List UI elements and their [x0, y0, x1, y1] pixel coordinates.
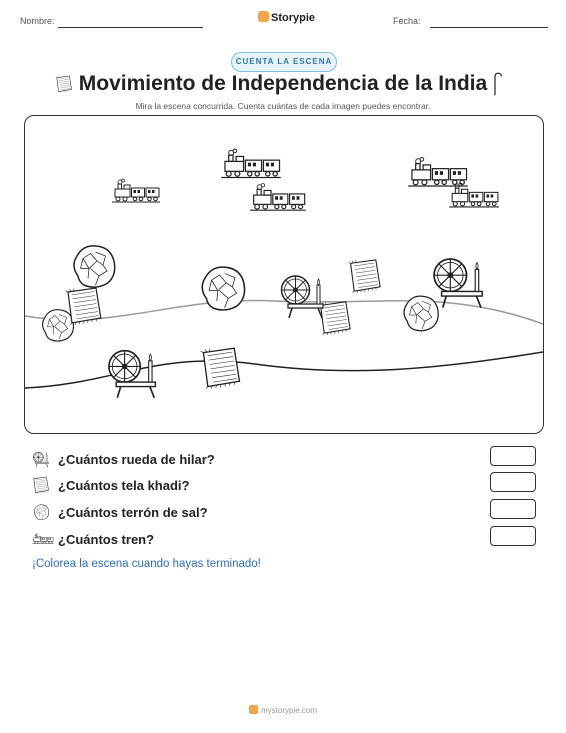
train-icon	[32, 532, 54, 546]
page-subtitle: Mira la escena concurrida. Cuenta cuántas de cada imagen puedes encontrar.	[135, 101, 431, 111]
train-2	[221, 149, 281, 178]
train-4	[408, 158, 468, 187]
counting-scene	[24, 115, 544, 434]
page-title: Movimiento de Independencia de la India	[78, 72, 488, 95]
storypie-logo-icon	[249, 705, 258, 714]
spinning-wheel-2	[434, 259, 482, 308]
question-text: ¿Cuántos rueda de hilar?	[58, 452, 215, 467]
salt-lump-icon	[32, 503, 50, 521]
salt-lump-4	[404, 296, 438, 331]
salt-lump-1	[74, 246, 115, 287]
name-label: Nombre:	[20, 16, 55, 26]
khadi-cloth-2	[348, 260, 380, 293]
question-text: ¿Cuántos tela khadi?	[58, 478, 190, 493]
activity-badge: CUENTA LA ESCENA	[231, 52, 337, 72]
salt-lump-3	[202, 267, 244, 310]
date-field[interactable]	[430, 27, 548, 28]
khadi-cloth-4	[201, 348, 240, 388]
spinning-wheel-1	[282, 276, 324, 318]
spinning-wheel-3	[109, 351, 155, 398]
footer	[0, 705, 566, 715]
train-1	[112, 179, 160, 202]
khadi-cloth-icon	[32, 476, 50, 494]
answer-box-spinning-wheel[interactable]	[490, 446, 536, 466]
question-text: ¿Cuántos terrón de sal?	[58, 505, 208, 520]
walking-stick-icon	[490, 72, 504, 96]
color-instruction: ¡Colorea la escena cuando hayas terminado!	[32, 558, 261, 570]
brand-name: Storypie	[271, 12, 316, 24]
brand-logo	[258, 11, 315, 24]
spinning-wheel-icon	[32, 450, 50, 468]
salt-lump-2	[43, 310, 74, 341]
answer-box-khadi-cloth[interactable]	[490, 472, 536, 492]
scene-illustration	[25, 116, 543, 433]
date-label: Fecha:	[393, 16, 421, 26]
worksheet-header	[0, 10, 566, 30]
name-field[interactable]	[58, 27, 203, 28]
train-3	[250, 184, 306, 211]
footer-url[interactable]: mystorypie.com	[260, 706, 317, 715]
answer-box-salt-lump[interactable]	[490, 499, 536, 519]
answer-box-train[interactable]	[490, 526, 536, 546]
storypie-logo-icon	[258, 11, 269, 22]
question-text: ¿Cuántos tren?	[58, 532, 155, 547]
